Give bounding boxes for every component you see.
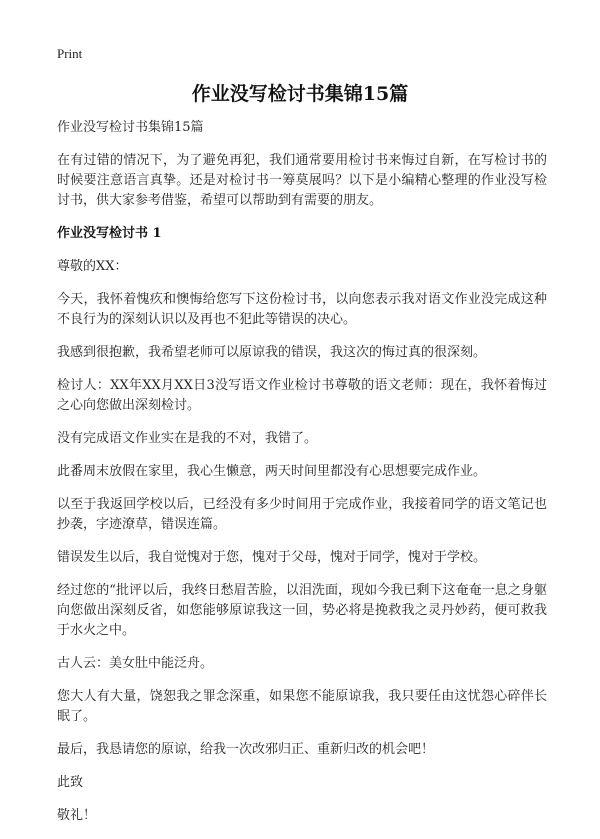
salutation: 尊敬的XX： — [57, 259, 128, 274]
body-paragraph: 没有完成语文作业实在是我的不对，我错了。 — [57, 431, 318, 446]
closing-salute: 敬礼！ — [57, 808, 97, 823]
body-paragraph: 错误发生以后，我自觉愧对于您，愧对于父母，愧对于同学，愧对于学校。 — [57, 550, 487, 565]
print-link[interactable]: Print — [57, 46, 83, 61]
closing-line: 此致 — [57, 775, 84, 790]
body-paragraph: 最后，我恳请您的原谅，给我一次改邪归正、重新归改的机会吧！ — [57, 742, 435, 757]
body-paragraph: 古人云：美女肚中能泛舟。 — [57, 656, 214, 671]
body-paragraph: 检讨人：XX年XX月XX日3没写语文作业检讨书尊敬的语文老师：现在，我怀着悔过之心向您做出深刻检讨。 — [57, 378, 547, 413]
document-title: 作业没写检讨书集锦15篇 — [191, 83, 409, 105]
body-paragraph: 我感到很抱歉，我希望老师可以原谅我的错误，我这次的悔过真的很深刻。 — [57, 345, 487, 360]
body-paragraph: 以至于我返回学校以后，已经没有多少时间用于完成作业，我接着同学的语文笔记也抄袭，字迹潦草，错误连篇。 — [57, 497, 547, 532]
body-paragraph: 经过您的“批评以后，我终日愁眉苦脸，以泪洗面，现如今我已剩下这奄奄一息之身躯向您做出深刻反省，如您能够原谅我这一回，势必将是挽救我之灵丹妙药，便可救我于水火之中。 — [57, 583, 547, 638]
body-paragraph: 此番周末放假在家里，我心生懒意，两天时间里都没有心思想要完成作业。 — [57, 464, 487, 479]
body-paragraph: 今天，我怀着愧疚和懊悔给您写下这份检讨书，以向您表示我对语文作业没完成这种不良行为的深刻认识以及再也不犯此等错误的决心。 — [57, 292, 547, 327]
subtitle-paragraph: 作业没写检讨书集锦15篇 — [57, 120, 204, 135]
body-paragraph: 您大人有大量，饶恕我之罪念深重，如果您不能原谅我，我只要任由这忧怨心碎伴长眠了。 — [57, 689, 547, 724]
intro-paragraph: 在有过错的情况下，为了避免再犯，我们通常要用检讨书来悔过自新，在写检讨书的时候要注意语言真挚。还是对检讨书一筹莫展吗？以下是小编精心整理的作业没写检讨书，供大家参考借鉴，希望可以帮助到有需要的朋友。 — [57, 153, 547, 208]
section-heading: 作业没写检讨书 1 — [57, 226, 162, 241]
document-body — [57, 118, 547, 839]
